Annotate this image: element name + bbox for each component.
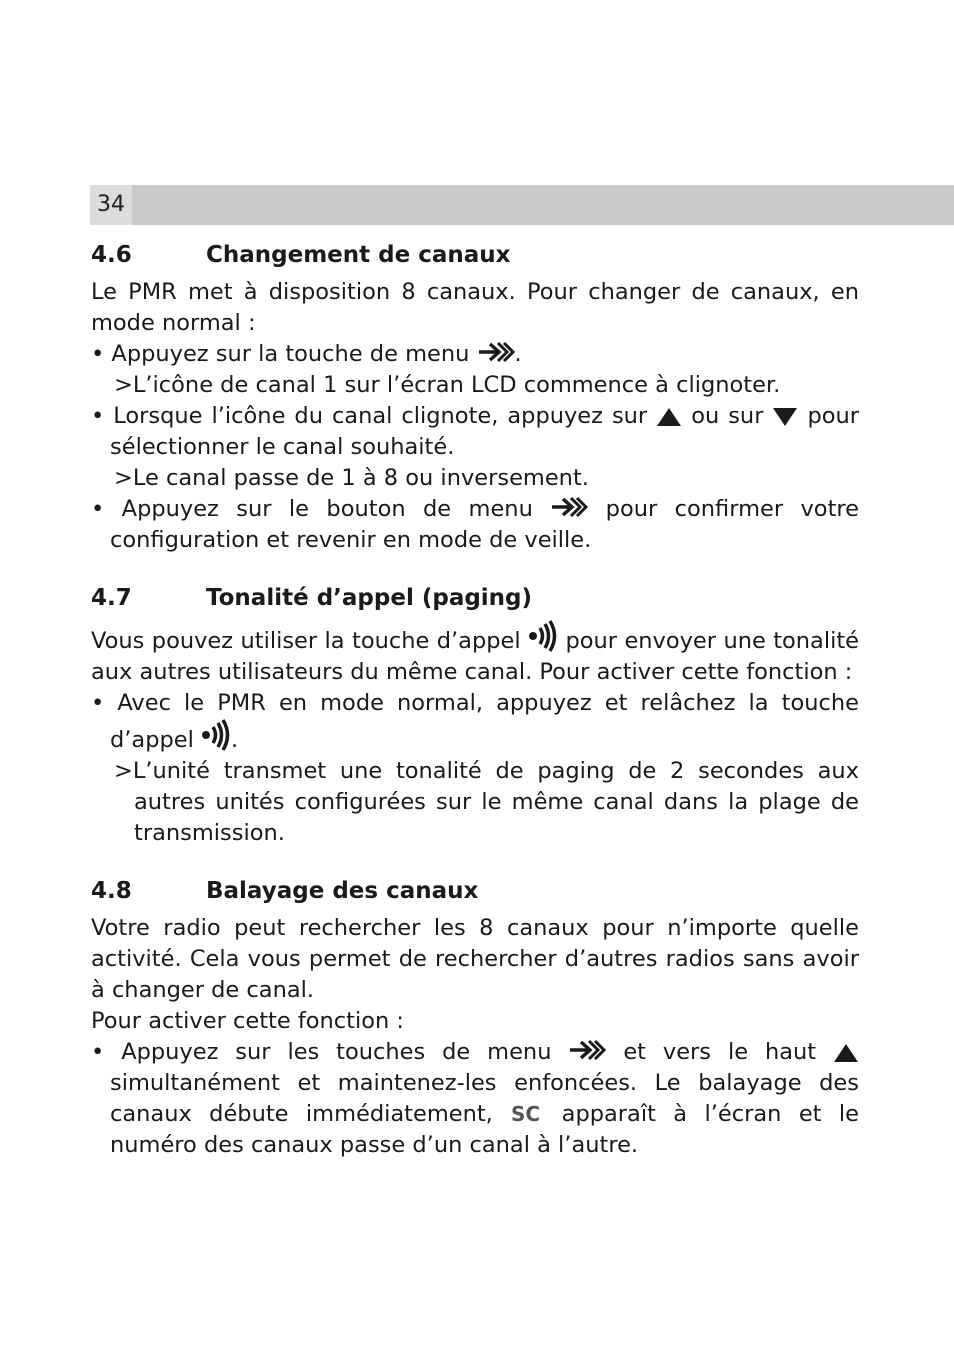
paragraph: Pour activer cette fonction : — [91, 1008, 404, 1034]
section-title: Balayage des canaux — [206, 878, 479, 904]
paragraph: Vous pouvez utiliser la touche d’appel pour envoyer une tonalité aux autres utilisateurs du même canal. Pour activer cette fonction : — [91, 620, 859, 688]
section-number: 4.6 — [91, 242, 132, 268]
bullet-item: • Appuyez sur les touches de menu et vers le haut simultanément et maintenez-les enfoncées. Le balayage des canaux débute immédiatement, SC apparaît à l’écran et le numéro des canaux passe d’un canal à l’autre. — [91, 1039, 859, 1158]
sc-icon — [510, 1101, 544, 1125]
bullet-item: • Appuyez sur le bouton de menu pour confirmer votre configuration et revenir en mode de veille. — [91, 496, 859, 553]
section-number: 4.8 — [91, 878, 132, 904]
call-signal-icon — [528, 620, 558, 652]
header-bar — [90, 185, 954, 225]
menu-arrow-icon — [477, 339, 515, 365]
bullet-item: • Appuyez sur la touche de menu . — [91, 341, 522, 367]
section-title: Changement de canaux — [206, 242, 511, 268]
result-line: >L’icône de canal 1 sur l’écran LCD commence à clignoter. — [114, 372, 781, 398]
call-signal-icon — [201, 719, 231, 751]
up-triangle-icon — [656, 407, 682, 427]
bullet-item: • Avec le PMR en mode normal, appuyez et relâchez la touche d’appel . — [91, 690, 859, 753]
section-number: 4.7 — [91, 585, 132, 611]
menu-arrow-icon — [550, 494, 588, 520]
section-title: Tonalité d’appel (paging) — [206, 585, 533, 611]
bullet-item: • Lorsque l’icône du canal clignote, appuyez sur ou sur pour sélectionner le canal souhaité. — [91, 403, 860, 460]
result-line: >L’unité transmet une tonalité de paging de 2 secondes aux autres unités configurées sur le même canal dans la plage de transmission. — [114, 758, 859, 846]
up-triangle-icon — [833, 1043, 859, 1063]
svg-text:SC: SC — [511, 1102, 541, 1125]
section-heading-4-8 — [91, 876, 859, 907]
section-heading-4-7 — [91, 583, 859, 614]
menu-arrow-icon — [568, 1037, 606, 1063]
section-heading-4-6 — [91, 240, 859, 271]
paragraph: Votre radio peut rechercher les 8 canaux pour n’importe quelle activité. Cela vous permet de rechercher d’autres radios sans avoir à changer de canal. — [91, 915, 859, 1003]
page-content — [91, 240, 859, 1161]
result-line: >Le canal passe de 1 à 8 ou inversement. — [114, 465, 589, 491]
down-triangle-icon — [772, 407, 798, 427]
page-number: 34 — [90, 185, 132, 225]
paragraph: Le PMR met à disposition 8 canaux. Pour changer de canaux, en mode normal : — [91, 279, 859, 336]
